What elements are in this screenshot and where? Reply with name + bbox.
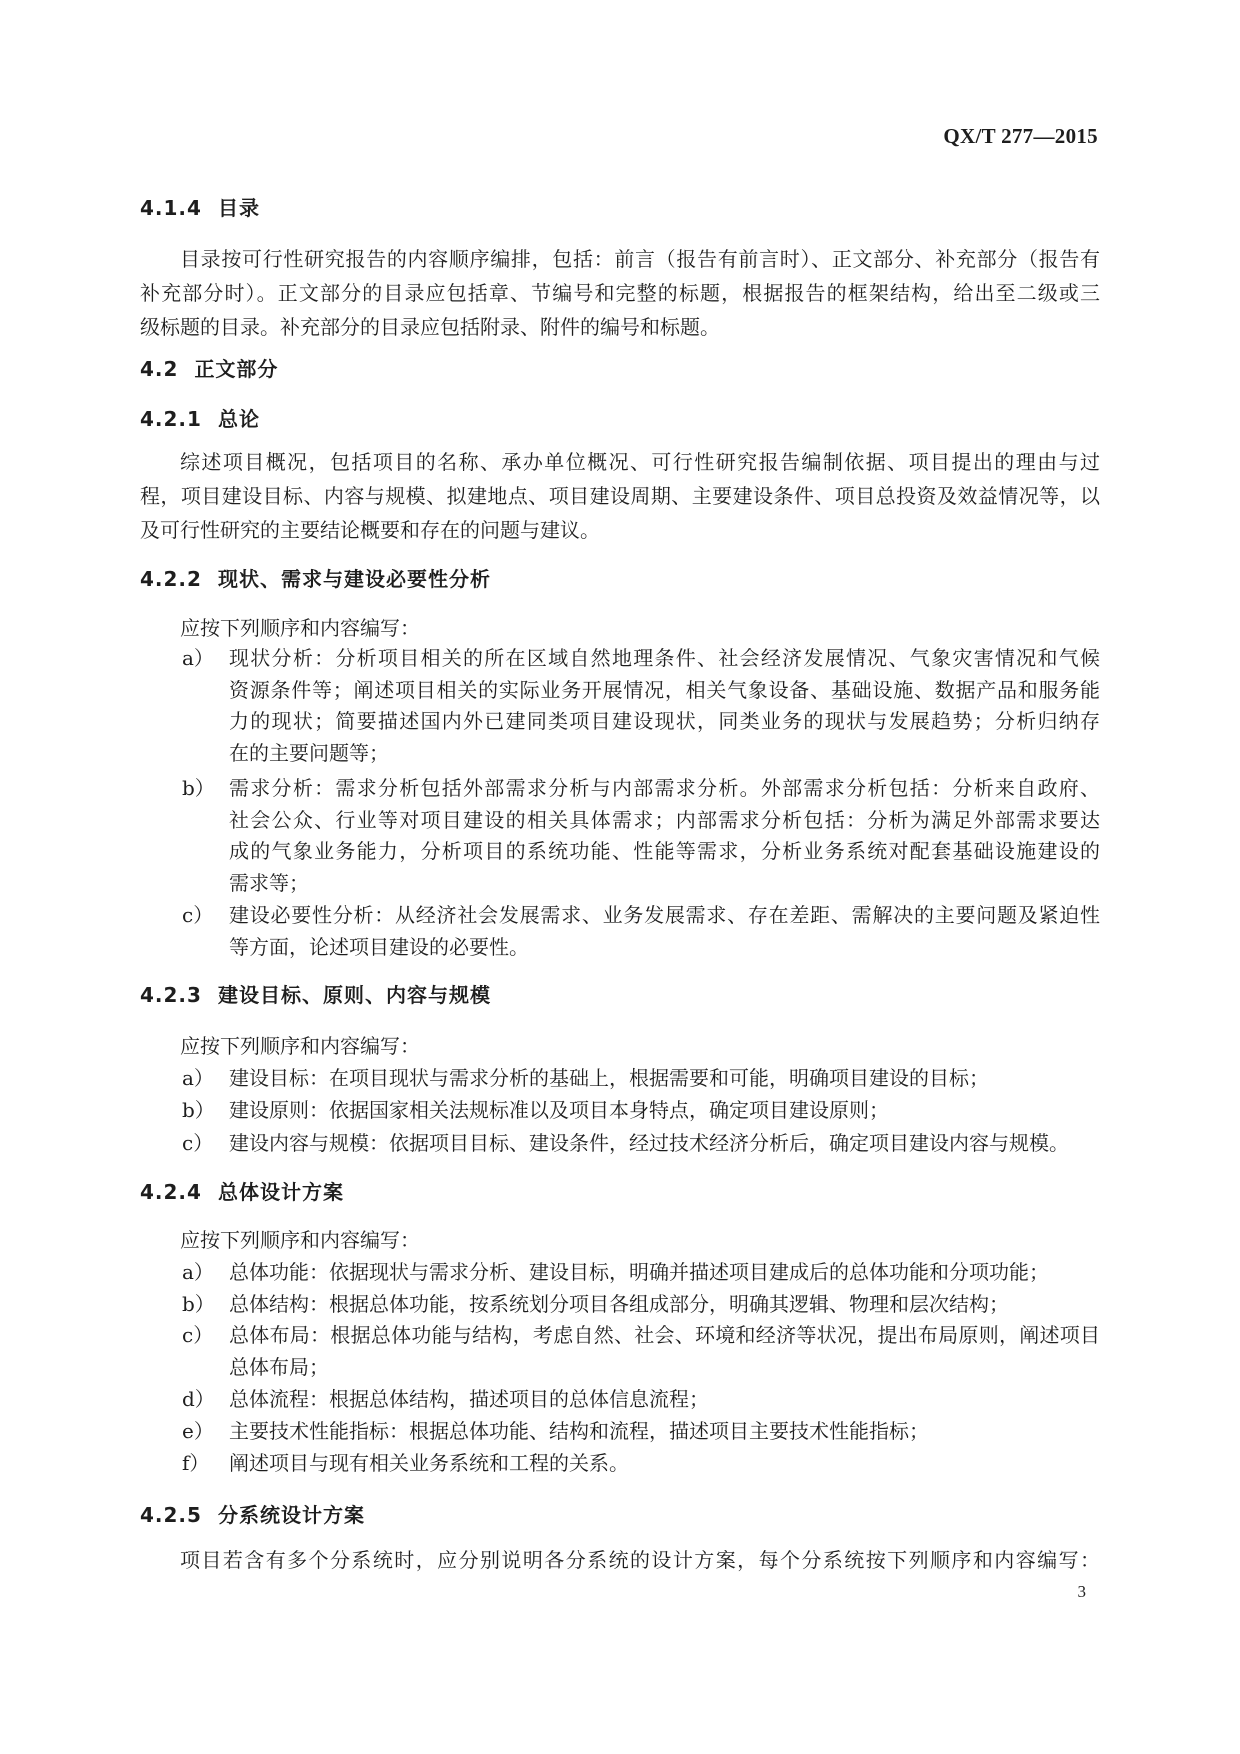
list-item-text [229,1384,1100,1416]
list-item-line: 需求分析：需求分析包括外部需求分析与内部需求分析。外部需求分析包括：分析来自政府、 [229,776,1100,800]
list-intro [140,1224,1100,1256]
section-number: 4.2.2 [140,567,202,591]
paragraph-line: 项目若含有多个分系统时，应分别说明各分系统的设计方案，每个分系统按下列顺序和内容编写： [180,1548,1100,1572]
page-number: 3 [1077,1582,1086,1601]
list-item-line: 等方面，论述项目建设的必要性。 [229,934,529,959]
section-title: 建设目标、原则、内容与规模 [217,983,491,1007]
list-item-text [229,773,1100,899]
list-item-line: 总体流程：根据总体结构，描述项目的总体信息流程； [229,1387,709,1411]
list-label: b） [182,1098,215,1122]
list-item-line: 需求等； [229,870,309,895]
paragraph-line: 综述项目概况，包括项目的名称、承办单位概况、可行性研究报告编制依据、项目提出的理由与过 [180,450,1100,474]
section-heading [140,1176,344,1208]
list-item-text [229,1320,1100,1383]
paragraph-line: 目录按可行性研究报告的内容顺序编排，包括：前言（报告有前言时）、正文部分、补充部分（报告有 [180,247,1100,271]
list-item-line: 总体布局：根据总体功能与结构，考虑自然、社会、环境和经济等状况，提出布局原则，阐述项目 [229,1323,1100,1347]
list-label: f） [182,1451,210,1475]
list-label: a） [182,646,214,670]
list-label: c） [182,903,214,927]
list-item-text [229,1257,1100,1289]
list-label: a） [182,1260,214,1284]
list-item-text [229,900,1100,963]
list-item-line: 阐述项目与现有相关业务系统和工程的关系。 [229,1451,629,1475]
list-item-line: 总体结构：根据总体功能，按系统划分项目各组成部分，明确其逻辑、物理和层次结构； [229,1292,1009,1316]
paragraph [140,242,1100,344]
section-number: 4.2.3 [140,983,202,1007]
list-item-text [229,1448,1100,1480]
list-item-line: 力的现状；简要描述国内外已建同类项目建设现状，同类业务的现状与发展趋势；分析归纳存 [229,709,1100,733]
list-item-line: 总体布局； [229,1354,329,1379]
list-item-line: 在的主要问题等； [229,740,389,765]
section-title: 现状、需求与建设必要性分析 [217,567,491,591]
list-label: d） [182,1387,215,1411]
list-item-line: 主要技术性能指标：根据总体功能、结构和流程，描述项目主要技术性能指标； [229,1419,929,1443]
section-title: 总论 [217,407,260,431]
list-intro [140,612,1100,644]
paragraph-line: 补充部分时）。正文部分的目录应包括章、节编号和完整的标题，根据报告的框架结构，给出至二级或三 [140,281,1100,305]
section-title: 目录 [217,196,260,220]
paragraph [140,445,1100,547]
list-item-line: 总体功能：依据现状与需求分析、建设目标，明确并描述项目建成后的总体功能和分项功能； [229,1260,1049,1284]
list-item-text [229,1289,1100,1321]
paragraph-line: 级标题的目录。补充部分的目录应包括附录、附件的编号和标题。 [140,315,720,339]
list-item-text [229,1095,1100,1127]
standard-code: QX/T 277—2015 [943,124,1098,148]
list-intro [140,1030,1100,1062]
section-heading [140,353,278,385]
list-label: a） [182,1066,214,1090]
section-title: 分系统设计方案 [217,1503,365,1527]
section-heading [140,979,491,1011]
section-heading [140,192,260,224]
list-label: e） [182,1419,214,1443]
list-item-line: 成的气象业务能力，分析项目的系统功能、性能等需求，分析业务系统对配套基础设施建设的 [229,839,1100,863]
list-item-line: 建设目标：在项目现状与需求分析的基础上，根据需要和可能，明确项目建设的目标； [229,1066,989,1090]
section-heading [140,403,260,435]
list-label: c） [182,1131,214,1155]
list-item-line: 资源条件等；阐述项目相关的实际业务开展情况，相关气象设备、基础设施、数据产品和服务能 [229,677,1100,702]
list-intro-line: 应按下列顺序和内容编写： [180,616,420,640]
list-item-line: 建设必要性分析：从经济社会发展需求、业务发展需求、存在差距、需解决的主要问题及紧迫性 [229,903,1100,927]
paragraph [140,1544,1100,1576]
section-heading [140,1499,365,1531]
list-item-text [229,1128,1100,1160]
list-label: b） [182,776,215,800]
section-number: 4.2.4 [140,1180,202,1204]
list-item-text [229,1416,1100,1448]
list-intro-line: 应按下列顺序和内容编写： [180,1034,420,1058]
section-title: 总体设计方案 [217,1180,344,1204]
list-item-line: 建设原则：依据国家相关法规标准以及项目本身特点，确定项目建设原则； [229,1098,889,1122]
section-number: 4.2.5 [140,1503,202,1527]
list-item-text [229,643,1100,769]
list-item-text [229,1063,1100,1095]
paragraph-line: 及可行性研究的主要结论概要和存在的问题与建议。 [140,518,600,542]
list-item-line: 建设内容与规模：依据项目目标、建设条件，经过技术经济分析后，确定项目建设内容与规模。 [229,1131,1069,1155]
list-label: b） [182,1292,215,1316]
list-item-line: 社会公众、行业等对项目建设的相关具体需求；内部需求分析包括：分析为满足外部需求要达 [229,807,1100,832]
list-label: c） [182,1323,214,1347]
section-number: 4.2.1 [140,407,202,431]
section-number: 4.1.4 [140,196,202,220]
section-title: 正文部分 [194,357,279,381]
list-intro-line: 应按下列顺序和内容编写： [180,1228,420,1252]
paragraph-line: 程，项目建设目标、内容与规模、拟建地点、项目建设周期、主要建设条件、项目总投资及效益情况等，以 [140,484,1100,508]
section-heading [140,563,491,595]
list-item-line: 现状分析：分析项目相关的所在区域自然地理条件、社会经济发展情况、气象灾害情况和气候 [229,646,1100,670]
section-number: 4.2 [140,357,179,381]
